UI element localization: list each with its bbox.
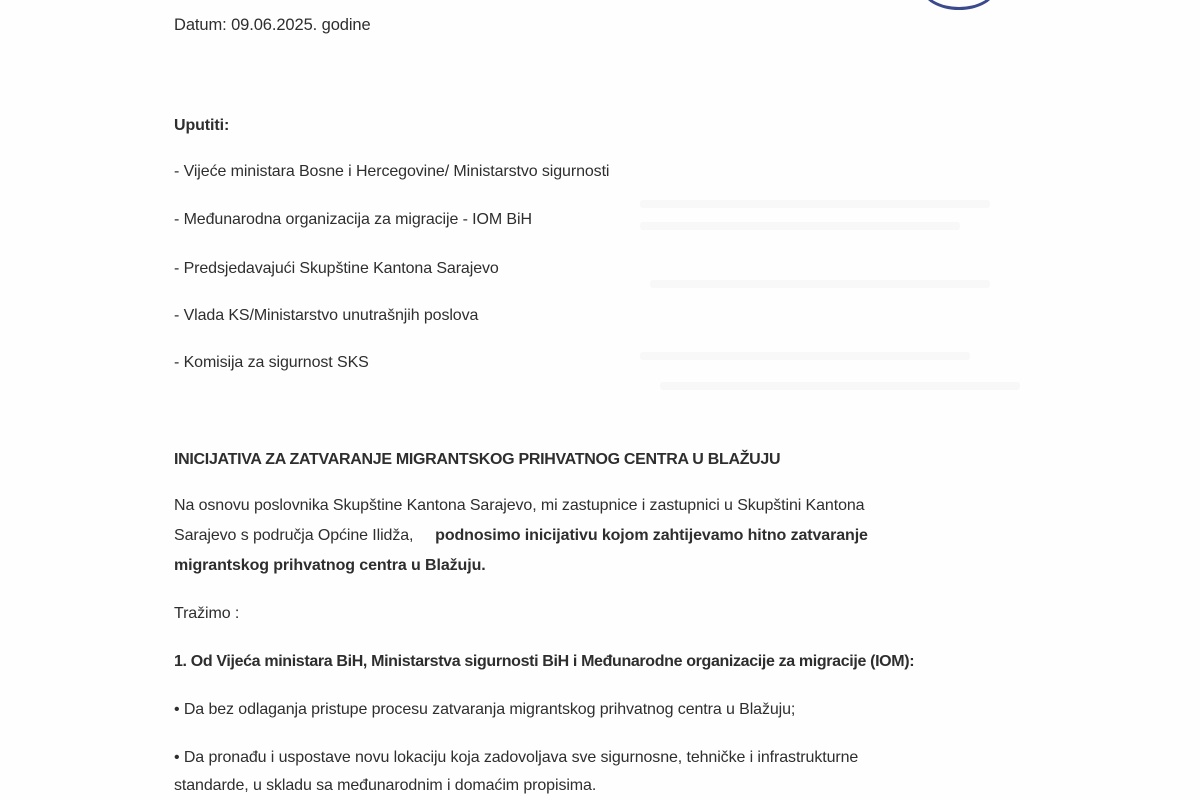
request-label: Tražimo :: [174, 605, 240, 622]
intro-line: Na osnovu poslovnika Skupštine Kantona Sarajevo, mi zastupnice i zastupnici u Skupštini Kantona: [174, 497, 865, 514]
recipient-item: - Međunarodna organizacija za migracije - IOM BiH: [174, 211, 532, 228]
intro-bold-text: podnosimo inicijativu kojom zahtijevamo hitno zatvaranje: [435, 527, 868, 544]
scan-bleed-through: [650, 280, 990, 288]
recipients-label: Uputiti:: [174, 117, 230, 134]
intro-line: [174, 526, 868, 546]
scan-bleed-through: [660, 382, 1020, 390]
intro-bold-line: migrantskog prihvatnog centra u Blažuju.: [174, 557, 486, 574]
scan-bleed-through: [640, 352, 970, 360]
recipient-item: - Vlada KS/Ministarstvo unutrašnjih poslova: [174, 307, 479, 324]
intro-regular-text: Sarajevo s područja Općine Ilidža,: [174, 527, 414, 544]
scan-bleed-through: [640, 200, 990, 208]
recipient-item: - Vijeće ministara Bosne i Hercegovine/ Ministarstvo sigurnosti: [174, 163, 610, 180]
document-title: INICIJATIVA ZA ZATVARANJE MIGRANTSKOG PRIHVATNOG CENTRA U BLAŽUJU: [174, 451, 781, 468]
recipient-item: - Komisija za sigurnost SKS: [174, 354, 369, 371]
scan-bleed-through: [640, 222, 960, 230]
bullet-continuation: standarde, u skladu sa međunarodnim i domaćim propisima.: [174, 777, 597, 794]
bullet-item: • Da pronađu i uspostave novu lokaciju koja zadovoljava sve sigurnosne, tehničke i infrastrukturne: [174, 749, 859, 766]
stamp-icon: [922, 0, 996, 10]
section-heading: 1. Od Vijeća ministara BiH, Ministarstva sigurnosti BiH i Međunarodne organizacije za migracije (IOM):: [174, 653, 915, 670]
document-date: Datum: 09.06.2025. godine: [174, 16, 371, 34]
bullet-item: • Da bez odlaganja pristupe procesu zatvaranja migrantskog prihvatnog centra u Blažuju;: [174, 701, 796, 718]
recipient-item: - Predsjedavajući Skupštine Kantona Sarajevo: [174, 260, 499, 277]
